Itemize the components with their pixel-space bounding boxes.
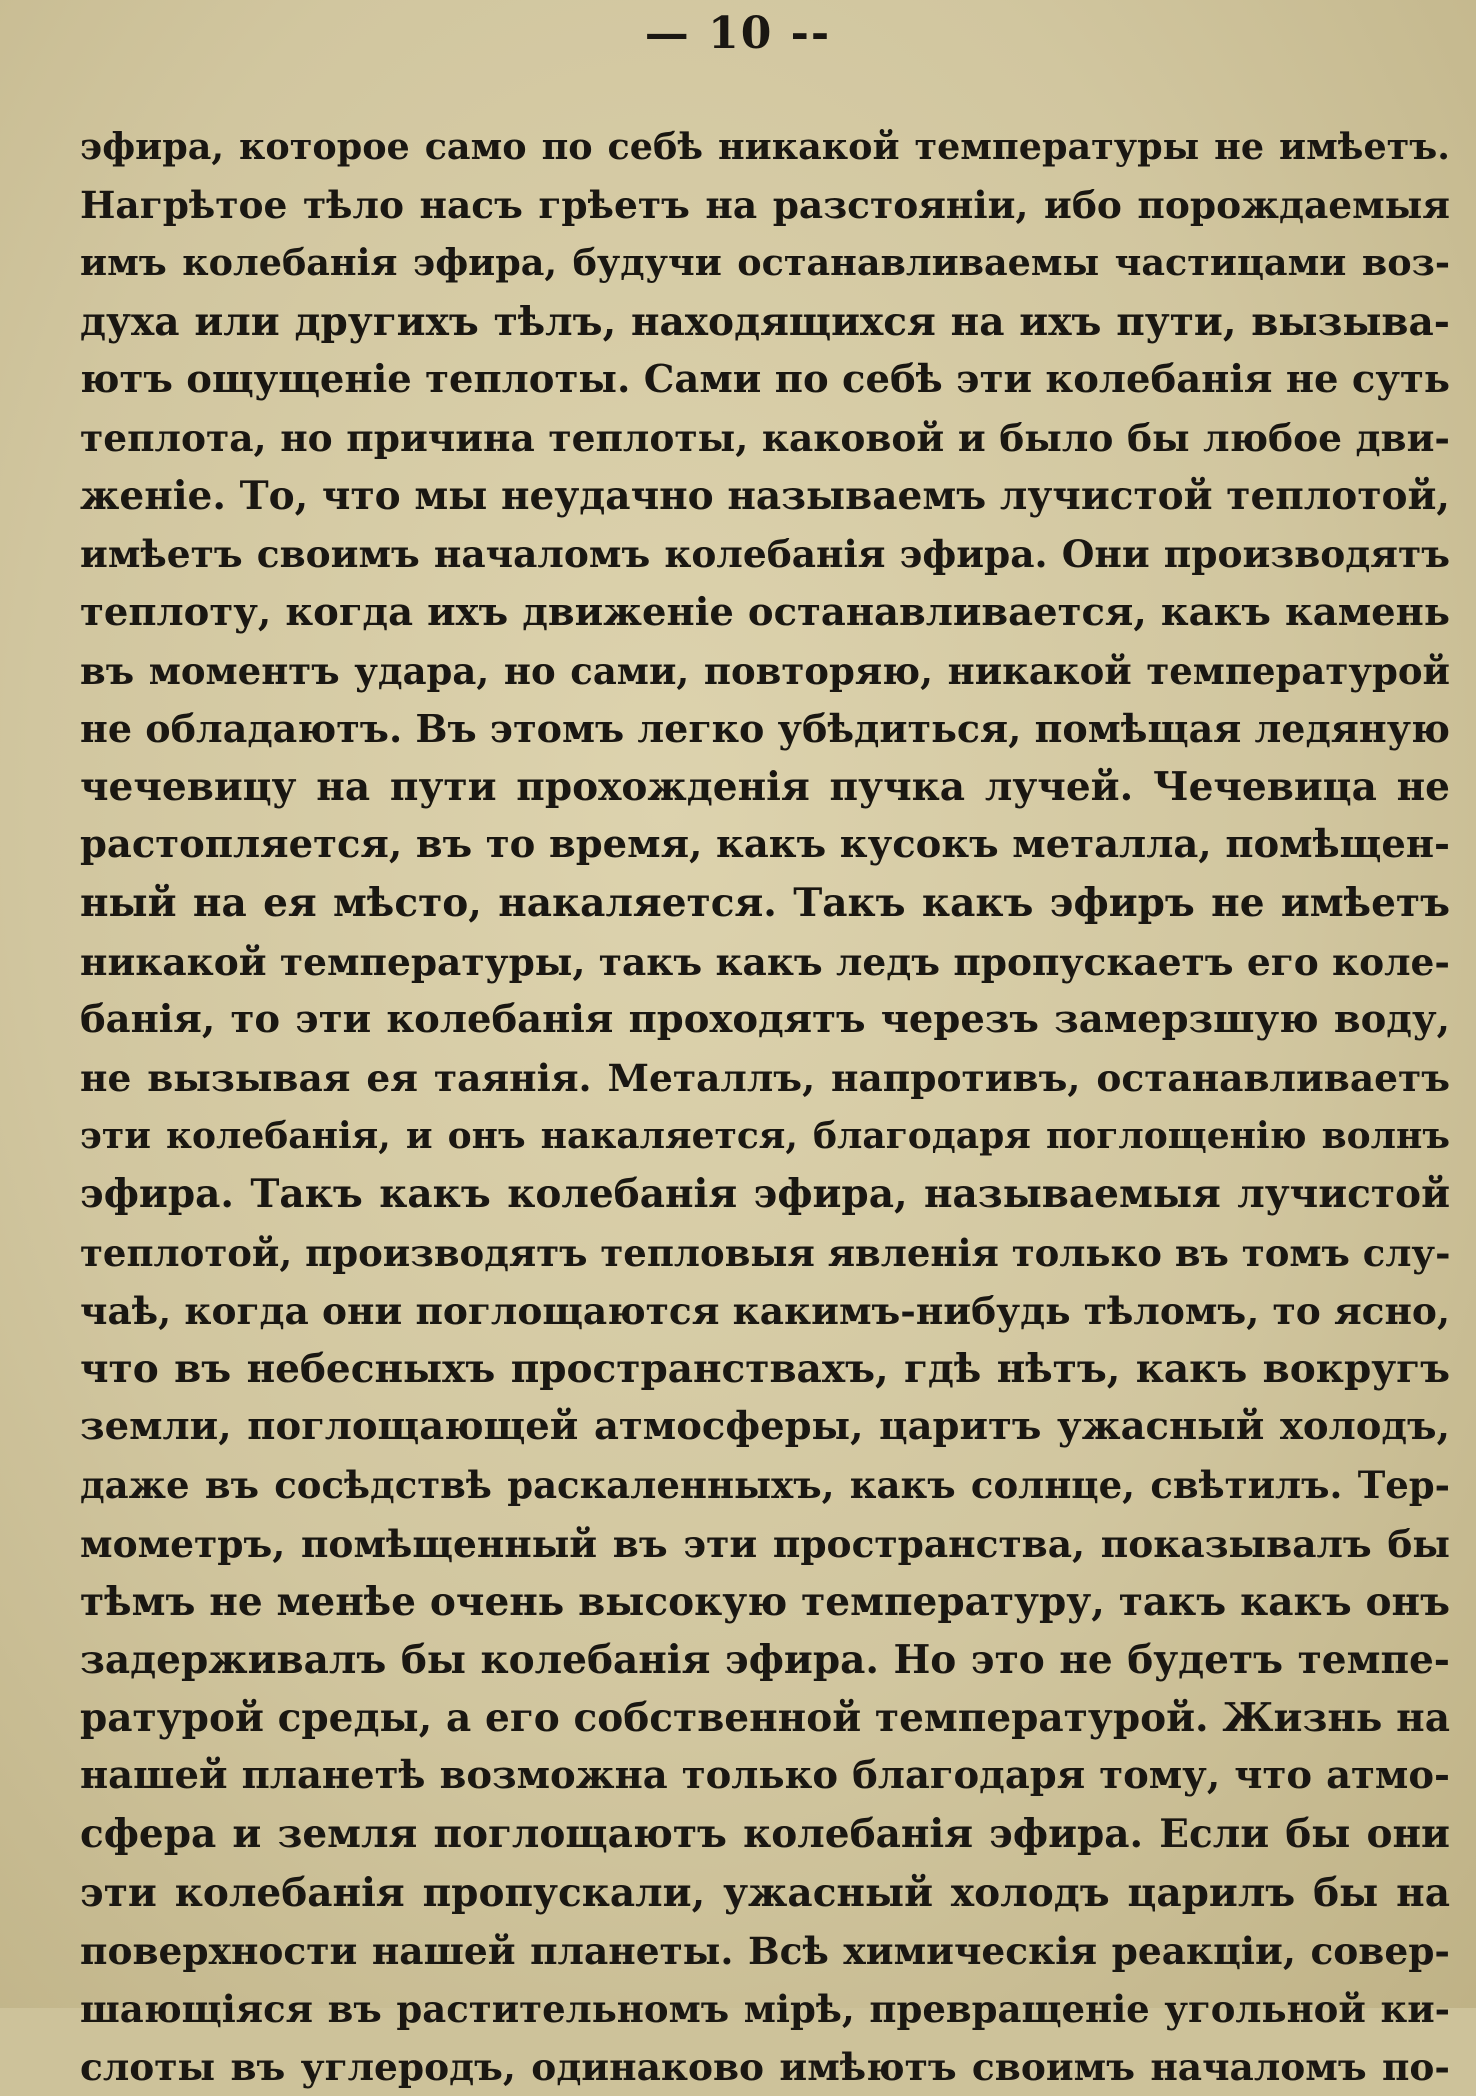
text-line: земли, поглощающей атмосферы, царитъ ужасный холодъ, xyxy=(80,1404,1450,1450)
text-line: задерживалъ бы колебанія эфира. Но это не будетъ темпе- xyxy=(80,1636,1450,1683)
text-line: теплоту, когда ихъ движеніе останавливается, какъ камень xyxy=(80,589,1450,635)
text-line: теплота, но причина теплоты, каковой и было бы любое дви- xyxy=(80,415,1450,460)
text-line: эти колебанія пропускали, ужасный холодъ царилъ бы на xyxy=(80,1869,1450,1916)
text-line: женіе. То, что мы неудачно называемъ лучистой теплотой, xyxy=(80,473,1450,520)
text-line: банія, то эти колебанія проходятъ черезъ замерзшую воду, xyxy=(80,996,1450,1042)
text-line: никакой температуры, такъ какъ ледъ пропускаетъ его коле- xyxy=(80,939,1450,984)
text-line: эфира. Такъ какъ колебанія эфира, называемыя лучистой xyxy=(80,1171,1450,1218)
text-line: шающіяся въ растительномъ мірѣ, превращеніе угольной ки- xyxy=(80,1987,1450,2031)
text-line: поверхности нашей планеты. Всѣ химическія реакціи, совер- xyxy=(80,1928,1450,1973)
text-line: ратурой среды, а его собственной температурой. Жизнь на xyxy=(80,1695,1450,1742)
text-line: духа или другихъ тѣлъ, находящихся на ихъ пути, вызыва- xyxy=(80,298,1450,345)
text-line: нашей планетѣ возможна только благодаря тому, что атмо- xyxy=(80,1753,1450,1799)
text-line: Нагрѣтое тѣло насъ грѣетъ на разстояніи, ибо порождаемыя xyxy=(80,183,1450,228)
text-line: слоты въ углеродъ, одинаково имѣютъ своимъ началомъ по- xyxy=(80,2045,1450,2090)
text-line: мометръ, помѣщенный въ эти пространства, показывалъ бы xyxy=(80,1521,1450,1566)
text-line: что въ небесныхъ пространствахъ, гдѣ нѣтъ, какъ вокругъ xyxy=(80,1345,1450,1392)
page-number: — 10 -- xyxy=(644,8,832,59)
text-line: сфера и земля поглощаютъ колебанія эфира. Если бы они xyxy=(80,1811,1450,1858)
text-line: даже въ сосѣдствѣ раскаленныхъ, какъ солнце, свѣтилъ. Тер- xyxy=(80,1463,1450,1508)
text-line: имѣетъ своимъ началомъ колебанія эфира. Они производятъ xyxy=(80,532,1450,577)
text-line: чаѣ, когда они поглощаются какимъ-нибудь тѣломъ, то ясно, xyxy=(80,1288,1450,1333)
body-text xyxy=(80,118,1450,2096)
text-line: эфира, которое само по себѣ никакой температуры не имѣетъ. xyxy=(80,125,1450,168)
text-line: чечевицу на пути прохожденія пучка лучей. Чечевица не xyxy=(80,764,1450,811)
text-line: ный на ея мѣсто, накаляется. Такъ какъ эфиръ не имѣетъ xyxy=(80,880,1450,927)
text-line: теплотой, производятъ тепловыя явленія только въ томъ слу- xyxy=(80,1230,1451,1275)
text-line: тѣмъ не менѣе очень высокую температуру, такъ какъ онъ xyxy=(80,1578,1450,1625)
text-line: эти колебанія, и онъ накаляется, благодаря поглощенію волнъ xyxy=(80,1115,1450,1158)
text-line: растопляется, въ то время, какъ кусокъ металла, помѣщен- xyxy=(80,822,1450,868)
text-line: ютъ ощущеніе теплоты. Сами по себѣ эти колебанія не суть xyxy=(80,356,1450,402)
text-line: въ моментъ удара, но сами, повторяю, никакой температурой xyxy=(80,648,1450,693)
text-line: имъ колебанія эфира, будучи останавливаемы частицами воз- xyxy=(80,241,1450,285)
text-line: не обладаютъ. Въ этомъ легко убѣдиться, помѣщая ледяную xyxy=(80,705,1450,751)
text-line: не вызывая ея таянія. Металлъ, напротивъ, останавливаетъ xyxy=(80,1056,1450,1100)
